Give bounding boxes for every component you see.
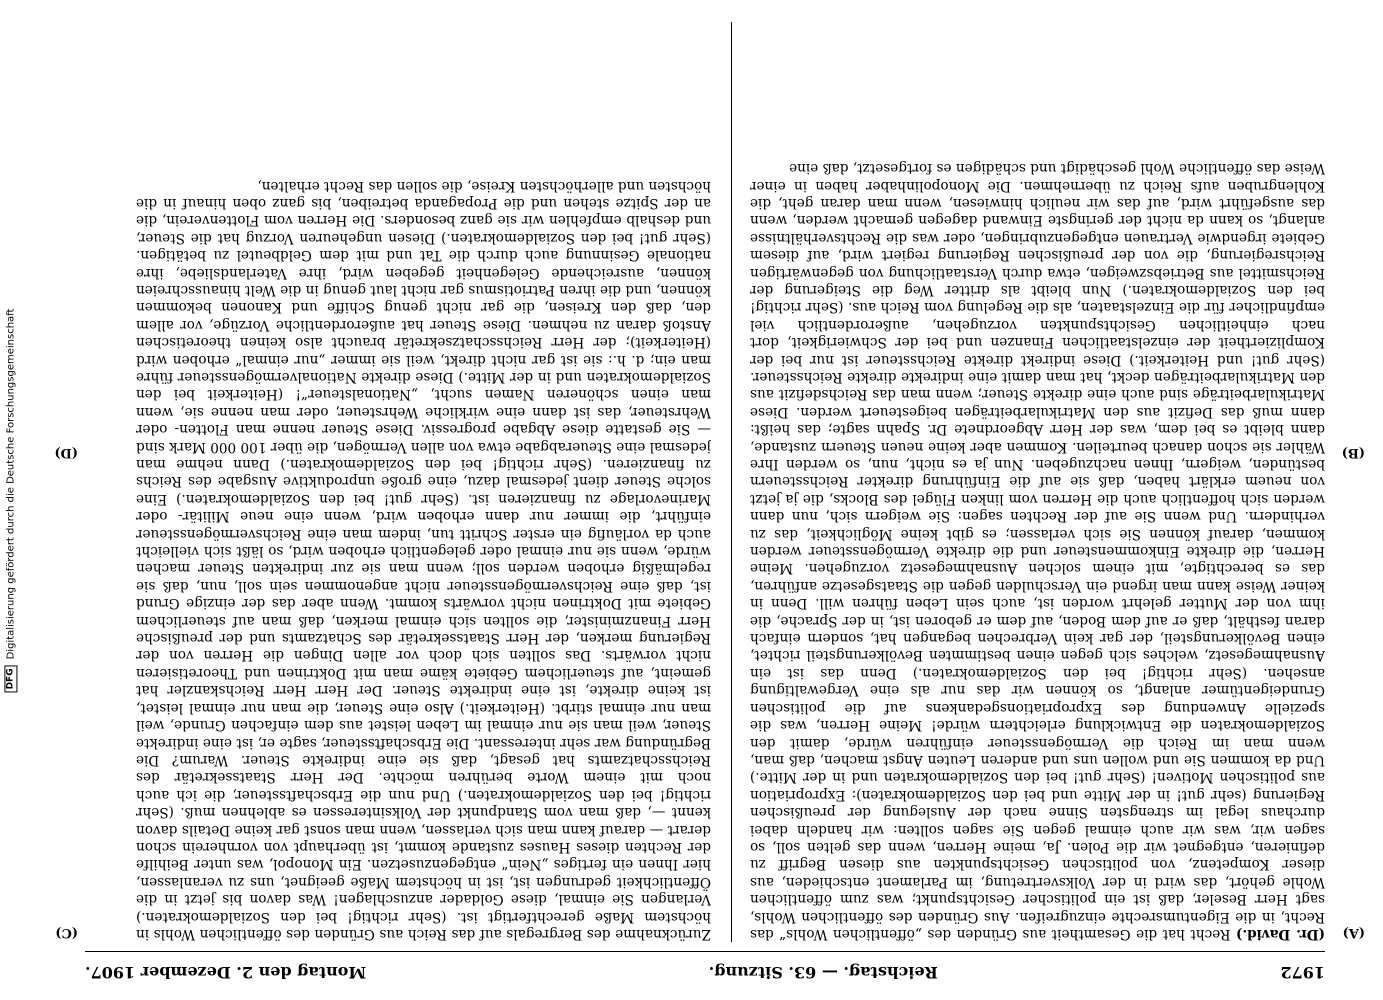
margin-marker-c: (C) — [55, 925, 78, 940]
right-column-text: Zurücknahme des Bergregals auf das Reich aus Gründen des öffentlichen Wohls in höchstem Maße gerechtfertigt ist. (Sehr richtig! bei den Sozialdemokraten.) Verlangen Sie einmal, diese Goldader anzuschlagen! Was davon bis jetzt in die Öffentlichkeit gedrungen ist, ist in höchstem Maße geeignet, uns zu veranlassen, hier Ihnen ein fertiges „Nein“ entgegenzusetzen. Ein Monopol, was unter Beihilfe der Rechten dieses Hauses zustande kommt, ist überhaupt von vornherein schon derart — darauf kann man sich verlassen, wenn man sonst gar keine Details davon kennt —, daß man vom Standpunkt der Volksinteressen es ablehnen muß. (Sehr richtig! bei den Sozialdemokraten.) Und nun die Erbschaftssteuer, die ich auch noch mit einem Worte berühren möchte. Der Herr Staatssekretär des Reichsschatzamts hat gesagt, daß sie eine indirekte Steuer. Warum? Die Begründung war sehr interessant. Die Erbschaftssteuer, sagte er, ist eine indirekte Steuer, weil man sie nur einmal im Leben leistet aus dem einfachen Grunde, weil man nur einmal stirbt. (Heiterkeit.) Also eine Steuer, die man nur einmal leistet, ist keine direkte, ist eine indirekte Steuer. Der Herr Herr Reichskanzler hat gemeint, auf steuerlichem Gebiete käme man mit Doktrinen und Theoretisieren nicht vorwärts. Das sollten sich doch vor allen Dingen die Herren von der Regierung merken, der Herr Staatssekretär des Schatzamts und der preußische Herr Finanzminister, die sollten sich einmal merken, daß man auf steuerlichem Gebiete mit Doktrinen nicht vorwärts kommt. Wenn aber das der einzige Grund ist, daß eine Reichsvermögenssteuer nicht angenommen sein soll, nun, daß sie regelmäßig erhoben werden soll; wenn man sie zur indirekten Steuer machen würde, wenn sie nur einmal oder gelegentlich erhoben wird, so läßt sich vielleicht auch da vorläufig ein erster Schritt tun, indem man eine Reichsvermögenssteuer einführt, die immer nur dann erhoben wird, wenn eine neue Militär- oder Marinevorlage zu finanzieren ist. (Sehr gut! bei den Sozialdemokraten.) Eine solche Steuer dient jedesmal dazu, eine große unproduktive Ausgabe des Reichs zu finanzieren. (Sehr richtig! bei den Sozialdemokraten.) Dann nehme man jedesmal eine Steuerabgabe etwa von allen Vermögen, die über 100 000 Mark sind — Sie gestatte diese Abgabe progressiv. Diese Steuer nenne man Flotten- oder Wehrsteuer, das ist dann eine wirkliche Wehrsteuer, oder man nenne sie, wenn man einen schöneren Namen sucht, „Nationalsteuer“! (Heiterkeit bei den Sozialdemokraten und in der Mitte.) Diese direkte Nationalvermögenssteuer führe man ein; d. h.: sie ist gar nicht direkt, weil sie immer „nur einmal“ erhoben wird (Heiterkeit); der Herr Reichsschatzsekretär braucht also keinen theoretischen Anstoß daran zu nehmen. Diese Steuer hat außerordentliche Vorzüge, vor allem den, daß den Kreisen, die gar nicht genug Schiffe und Kanonen bekommen können, und die ihren Patriotismus gar nicht laut genug in die Welt hinausschreien können, ausreichende Gelegenheit gegeben wird, ihre Vaterlandsliebe, ihre nationale Gesinnung auch durch die Tat und mit dem Geldbeutel zu betätigen. (Sehr gut! bei den Sozialdemokraten.) Diesen ungeheuren Vorzug hat die Steuer, und deshalb empfehlen wir sie ganz besonders. Die Herren vom Flottenverein, die an der Spitze stehen und die Propaganda betreiben, bis ganz oben hinauf in die höchsten und allerhöchsten Kreise, die sollen das Recht erhalten, — [136, 177, 711, 942]
speaker-label: (Dr. David.) — [1235, 926, 1325, 942]
margin-marker-b: (B) — [1341, 445, 1365, 460]
header-title: Reichstag. — 63. Sitzung. — [708, 963, 938, 982]
left-column-text: Recht hat die Gesamtheit aus Gründen des „öffentlichen Wohls“ das Recht, in die Eigentumsrechte einzugreifen. Aus Gründen des öffentlichen Wohls, sagt Herr Beseler, daß ist ein politischer Gesichtspunkt; was zum öffentlichen Wohle gehört, das wird in der Volksvertretung, im Parlament entschieden, aus dieser Kompetenz, von politischen Gesichtspunkten aus diesen Begriff zu definieren, entgegnet wir die Polen. Ja, meine Herren, wenn das gelten soll, so sagen wir, was wir auch einmal gegen Sie sagen sollten: wir handeln dabei durchaus legal im strengsten Sinne nach der Auslegung der preußischen Regierung (sehr gut! in der Mitte und bei den Sozialdemokraten): Expropriation aus politischen Motiven! (Sehr gut! bei den Sozialdemokraten und in der Mitte.) Und da kommen Sie und wollen uns und anderen Leuten Angst machen, daß man, wenn man im Reich die Vermögenssteuer einführen würde, damit den Sozialdemokraten die Entwicklung erleichtern würde! Meine Herren, was die spezielle Anwendung des Expropriationsgedankens auf die politischen Grundeigentümer anlangt, so können wir das nur als eine Vergewaltigung ansehen. (Sehr richtig! bei den Sozialdemokraten.) Denn das ist ein Ausnahmegesetz, welches sich gegen einen bestimmten Bevölkerungsteil richtet, einen Bevölkerungsteil, der gar kein Verbrechen begangen hat, sondern einfach daran festhält, daß er auf dem Boden, auf dem er geboren ist, in der Sprache, die ihm von der Mutter gelehrt worden ist, auch sein Leben führen will. Denn in keiner Weise kann man irgend ein Verschulden gegen die Staatsgesetze anführen, das es berechtigte, mit einem solchen Ausnahmegesetz vorzugehen. Meine Herren, die direkte Einkommensteuer und die direkte Vermögenssteuer werden kommen, darauf können Sie sich verlassen; es gibt keine Möglichkeit, das zu verhindern. Und wenn Sie auf der Rechten sagen: Sie weigern sich, nun dann werden sich hoffentlich auch die Herren vom linken Flügel des Blocks, die ja jetzt von neuem erklärt haben, daß sie auf die Einführung direkter Reichssteuern bestünden, weigern, Ihnen nachzugeben. Nun ja es nicht, nun, so werden Ihre Wähler sie schon danach beurteilen. Kommen aber keine neuen Steuern zustande, dann bleibt es bei dem, was der Herr Abgeordnete Dr. Spahn sagte; das heißt: dann muß das Defizit aus den Matrikularbeiträgen beigesteuert werden. Diese Matrikularbeiträge sind auch eine direkte Steuer; wenn man das Reichsdefizit aus den Matrikularbeiträgen deckt, hat man damit eine indirekte direkte Reichssteuer. (Sehr gut! und Heiterkeit.) Diese indirekt direkte Reichssteuer ist nur bei der Kompliziertheit der einzelstaatlichen Finanzen und bei der Schwierigkeit, dort nach einheitlichen Gesichtspunkten vorzugehen, außerordentlich viel empfindlicher für die Einzelstaaten, als die Regelung vom Reich aus. (Sehr richtig! bei den Sozialdemokraten.) Nun bleibt als dritter Weg die Steigerung der Reichsmittel aus Betriebszweigen, etwa durch Verstaatlichung von gegenwärtigen Reichsregierung, die von der preußischen Regierung regiert wird, auf diesem Gebiete irgendwie Vertrauen entgegenzubringen, oder was die Rechtsverhältnisse anlangt, so kann da nicht der geringste Einwand dagegen gemacht werden, wenn das ausgeführt wird, auf das wir neulich hinwiesen, wenn man daran geht, die Kohlengruben aufs Reich zu übernehmen. Die Monopolinhaber haben in einer Weise das öffentliche Wohl geschädigt und schädigen es fortgesetzt, daß eine — [750, 160, 1325, 942]
margin-marker-d: (D) — [54, 445, 78, 460]
margin-marker-a: (A) — [1342, 925, 1365, 940]
page-header — [85, 951, 1325, 982]
left-text-column — [750, 22, 1325, 942]
dfg-watermark — [0, 0, 22, 1000]
right-text-column — [136, 22, 711, 942]
watermark-text: Digitalisierung gefördert durch die Deutsche Forschungsgemeinschaft — [5, 308, 17, 659]
rotated-page-content — [30, 0, 1383, 1000]
page-number: 1972 — [1280, 963, 1325, 982]
column-divider — [731, 22, 732, 942]
scanned-page — [30, 0, 1383, 1000]
header-date: Montag den 2. Dezember 1907. — [85, 963, 367, 982]
dfg-logo: DFG — [5, 665, 18, 692]
